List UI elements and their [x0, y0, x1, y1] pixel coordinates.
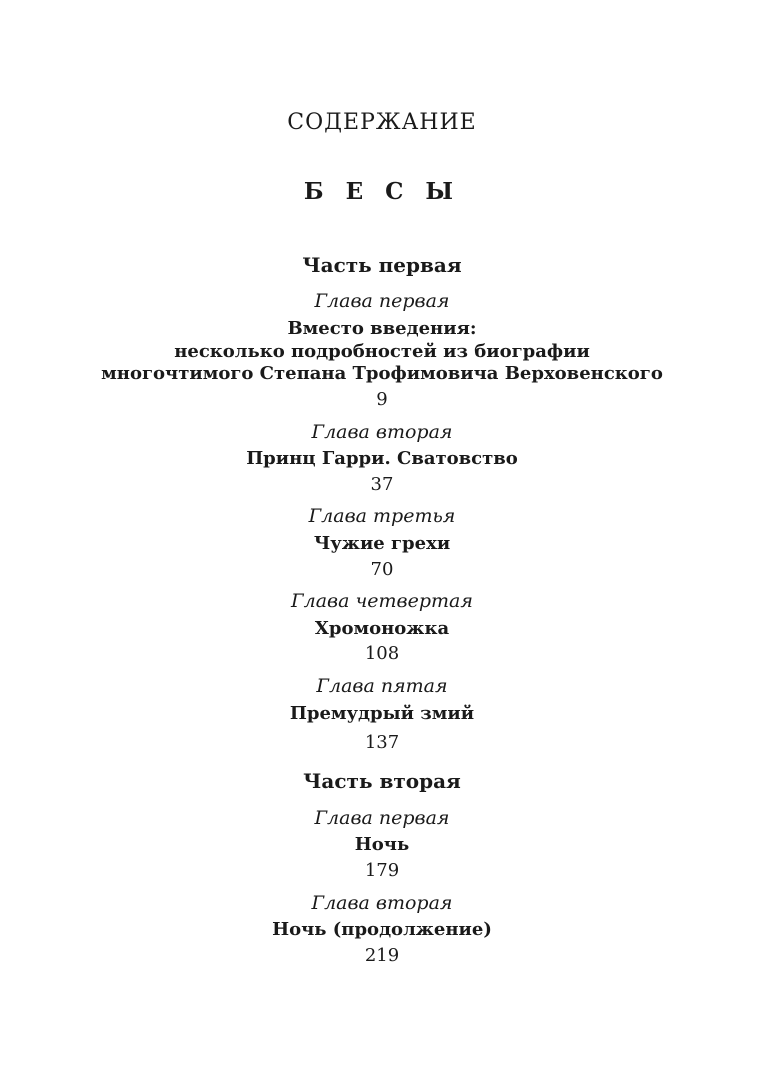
chapter-label: Глава вторая [311, 892, 453, 914]
page-number: 9 [376, 389, 388, 410]
chapter-title-line: Ночь (продолжение) [272, 919, 492, 940]
toc-heading: СОДЕРЖАНИЕ [287, 110, 477, 135]
chapter-title-line: Ночь [354, 834, 410, 855]
chapter-label: Глава пятая [316, 675, 448, 697]
page-number: 108 [364, 643, 400, 664]
chapter-title-line: Принц Гарри. Сватовство [246, 448, 518, 469]
page-number: 219 [364, 945, 400, 966]
page-number: 70 [370, 559, 394, 580]
page-number: 37 [370, 474, 394, 495]
part-title: Часть вторая [303, 769, 461, 793]
chapter-label: Глава вторая [311, 421, 453, 443]
chapter-title-line: несколько подробностей из биографии [174, 341, 590, 362]
chapter-label: Глава четвертая [291, 590, 473, 612]
chapter-title-line: Премудрый змий [289, 703, 475, 724]
book-title: Б Е С Ы [303, 178, 461, 205]
chapter-label: Глава первая [314, 807, 450, 829]
chapter-title-line: многочтимого Степана Трофимовича Верховенского [101, 363, 663, 384]
chapter-title-line: Вместо введения: [287, 318, 477, 339]
page-number: 137 [364, 732, 400, 753]
part-title: Часть первая [302, 253, 462, 277]
page-number: 179 [364, 860, 400, 881]
chapter-title-line: Хромоножка [314, 618, 450, 639]
chapter-label: Глава первая [314, 290, 450, 312]
chapter-title-line: Чужие грехи [313, 533, 451, 554]
chapter-label: Глава третья [308, 505, 456, 527]
